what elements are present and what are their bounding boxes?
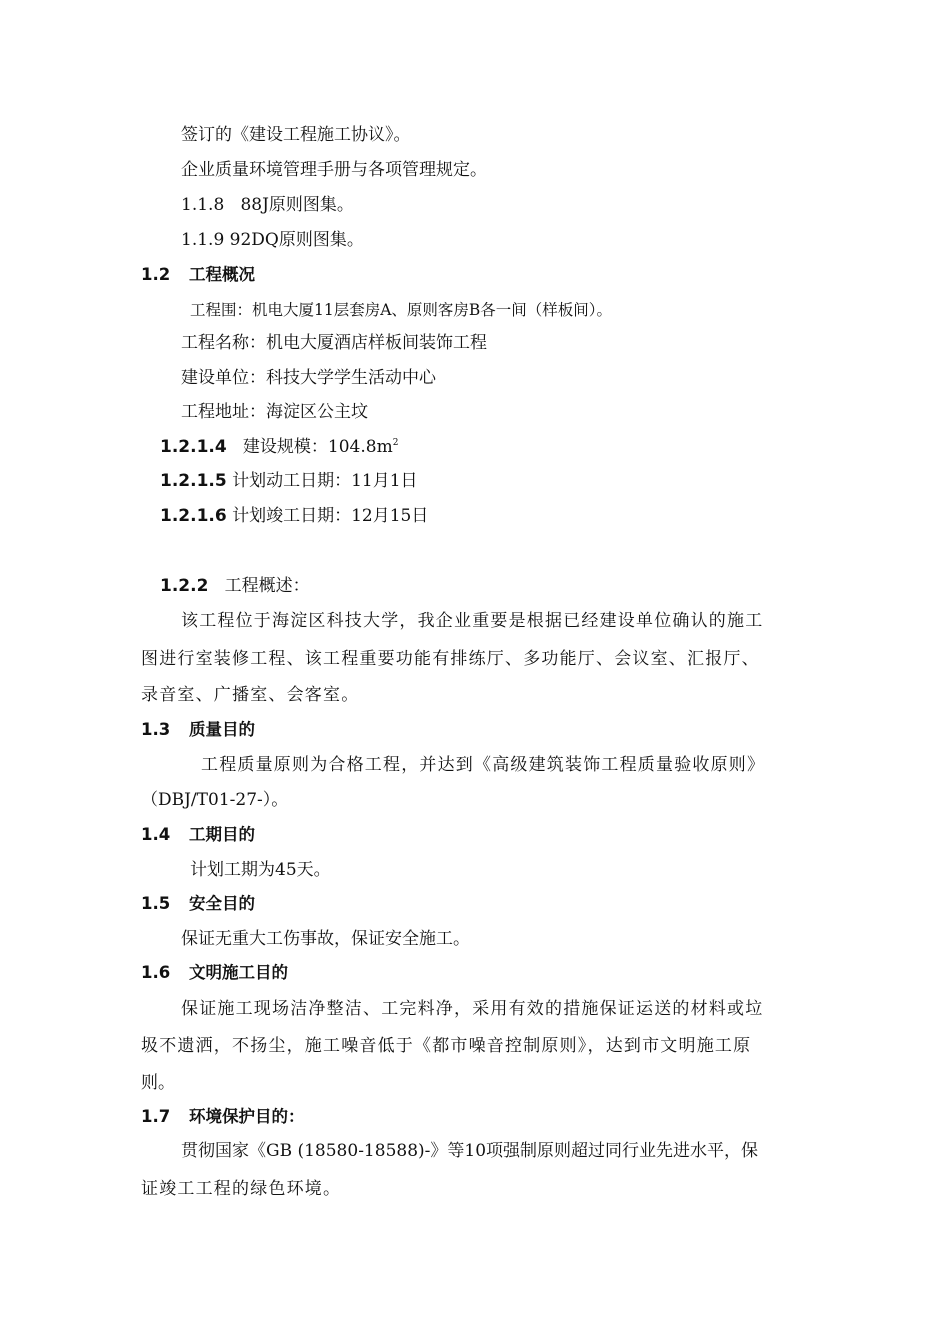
- section-heading: [141, 962, 288, 984]
- section-number: 1.2: [141, 265, 171, 284]
- section-number: 1.5: [141, 894, 171, 913]
- item-text: 计划动工日期：11月1日: [232, 471, 418, 491]
- item-text: 92DQ原则图集。: [229, 230, 364, 250]
- paragraph-line: 图进行室装修工程、该工程重要功能有排练厅、多功能厅、会议室、汇报厅、: [141, 649, 760, 669]
- paragraph-line: 计划工期为45天。: [190, 860, 331, 880]
- item-number: 1.1.8: [181, 195, 225, 215]
- section-heading: [141, 824, 255, 846]
- section-number: 1.3: [141, 720, 171, 739]
- section-title: 环境保护目的：: [189, 1107, 305, 1126]
- text-line: 工程名称：机电大厦酒店样板间装饰工程: [181, 333, 487, 353]
- item-number: 1.2.2: [160, 576, 209, 596]
- item-number: 1.1.9: [181, 230, 225, 250]
- item-number: 1.2.1.5: [160, 471, 227, 491]
- text-line: [160, 470, 418, 492]
- section-number: 1.4: [141, 825, 171, 844]
- section-title: 文明施工目的: [189, 963, 288, 982]
- paragraph-line: 录音室、广播室、会客室。: [141, 685, 360, 705]
- text-line: [181, 229, 364, 251]
- section-number: 1.7: [141, 1107, 171, 1126]
- item-text: 计划竣工日期：12月15日: [232, 506, 429, 526]
- subsection-heading: [160, 575, 310, 597]
- paragraph-line: 该工程位于海淀区科技大学，我企业重要是根据已经建设单位确认的施工: [181, 611, 764, 631]
- item-number: 1.2.1.6: [160, 506, 227, 526]
- text-line: 工程地址：海淀区公主坟: [181, 402, 368, 422]
- item-text: 88J原则图集。: [240, 195, 354, 215]
- text-line: 工程围：机电大厦11层套房A、原则客房B各一间（样板间）。: [190, 301, 613, 319]
- section-title: 质量目的: [189, 720, 255, 739]
- section-heading: [141, 719, 255, 741]
- item-text: 建设规模：104.8m: [242, 437, 393, 457]
- paragraph-line: 证竣工工程的绿色环境。: [141, 1179, 342, 1199]
- paragraph-line: 则。: [141, 1073, 175, 1093]
- item-number: 1.2.1.4: [160, 437, 227, 457]
- text-line: 签订的《建设工程施工协议》。: [181, 125, 411, 145]
- text-line: 建设单位：科技大学学生活动中心: [181, 368, 436, 388]
- item-text: 工程概述：: [224, 576, 310, 596]
- paragraph-line: 保证施工现场洁净整洁、工完料净，采用有效的措施保证运送的材料或垃: [181, 999, 764, 1019]
- section-heading: [141, 893, 255, 915]
- text-line: [160, 436, 398, 458]
- section-heading: [141, 264, 255, 286]
- text-line: 企业质量环境管理手册与各项管理规定。: [181, 160, 487, 180]
- section-title: 工程概况: [189, 265, 255, 284]
- paragraph-line: 贯彻国家《GB (18580-18588)-》等10项强制原则超过同行业先进水平，保: [181, 1141, 759, 1161]
- section-title: 工期目的: [189, 825, 255, 844]
- section-title: 安全目的: [189, 894, 255, 913]
- paragraph-line: 圾不遗洒，不扬尘，施工噪音低于《都市噪音控制原则》，达到市文明施工原: [141, 1036, 752, 1056]
- section-number: 1.6: [141, 963, 171, 982]
- text-line: [160, 505, 428, 527]
- paragraph-line: 保证无重大工伤事故，保证安全施工。: [181, 929, 470, 949]
- superscript: 2: [392, 438, 399, 448]
- paragraph-line: （DBJ/T01-27-）。: [141, 790, 289, 810]
- section-heading: [141, 1106, 305, 1128]
- paragraph-line: 工程质量原则为合格工程，并达到《高级建筑装饰工程质量验收原则》: [201, 755, 766, 775]
- text-line: [181, 194, 354, 216]
